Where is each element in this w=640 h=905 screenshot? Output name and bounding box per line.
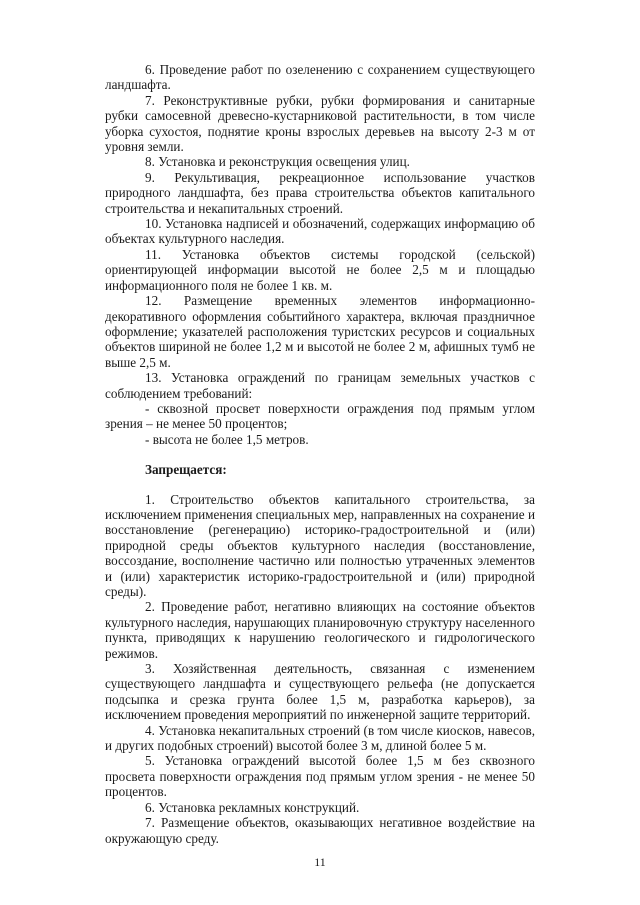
paragraph: 13. Установка ограждений по границам земельных участков с соблюдением требований: <box>105 370 535 401</box>
paragraph: 6. Установка рекламных конструкций. <box>145 799 360 815</box>
section-heading: Запрещается: <box>145 462 227 478</box>
paragraph: 6. Проведение работ по озеленению с сохранением существующего ландшафта. <box>105 62 535 93</box>
paragraph: 1. Строительство объектов капитального строительства, за исключением применения специальных мер, направленных на сохранение и восстановление (регенерацию) историко-градостроительной и (или) природной среды объектов культурного наследия (восстановление, воссоздание, восполнение частично или полностью утраченных элементов и (или) характеристик историко-градостроительной и (или) природной среды). <box>105 491 535 599</box>
paragraph: 8. Установка и реконструкция освещения улиц. <box>145 154 410 170</box>
paragraph: 7. Реконструктивные рубки, рубки формирования и санитарные рубки самосевной древесно-кустарниковой растительности, в том числе уборка сухостоя, поднятие кроны взрослых деревьев на высоту 2-3 м от уровня земли. <box>105 92 535 155</box>
paragraph: 5. Установка ограждений высотой более 1,5 м без сквозного просвета поверхности ограждения под прямым углом зрения - не менее 50 процентов. <box>105 753 535 800</box>
paragraph: 9. Рекультивация, рекреационное использование участков природного ландшафта, без права строительства объектов капитального строительства и некапитальных строений. <box>105 169 535 216</box>
page-number: 11 <box>314 855 326 869</box>
paragraph: 4. Установка некапитальных строений (в том числе киосков, навесов, и других подобных строений) высотой более 3 м, длиной более 5 м. <box>105 722 535 754</box>
paragraph: 11. Установка объектов системы городской (сельской) ориентирующей информации высотой не более 2,5 м и площадью информационного поля не более 1 кв. м. <box>105 246 535 293</box>
paragraph: 12. Размещение временных элементов информационно-декоративного оформления событийного характера, включая праздничное оформление; указателей расположения туристских ресурсов и социальных объектов шириной не более 1,2 м и высотой не более 2 м, афишных тумб не выше 2,5 м. <box>105 293 535 370</box>
paragraph: 10. Установка надписей и обозначений, содержащих информацию об объектах культурного наследия. <box>105 216 535 247</box>
paragraph: - высота не более 1,5 метров. <box>145 431 309 447</box>
paragraph: 3. Хозяйственная деятельность, связанная с изменением существующего ландшафта и существующего рельефа (не допускается подсыпка и срезка грунта более 1,5 м, разработка карьеров), за исключением проведения мероприятий по инженерной защите территорий. <box>105 661 535 723</box>
paragraph: - сквозной просвет поверхности ограждения под прямым углом зрения – не менее 50 процентов; <box>105 400 535 432</box>
document-body <box>105 62 535 846</box>
paragraph: 7. Размещение объектов, оказывающих негативное воздействие на окружающую среду. <box>105 815 535 846</box>
paragraph: 2. Проведение работ, негативно влияющих на состояние объектов культурного наследия, нарушающих планировочную структуру населенного пункта, приводящих к нарушению геологического и гидрологического режимов. <box>105 599 535 661</box>
